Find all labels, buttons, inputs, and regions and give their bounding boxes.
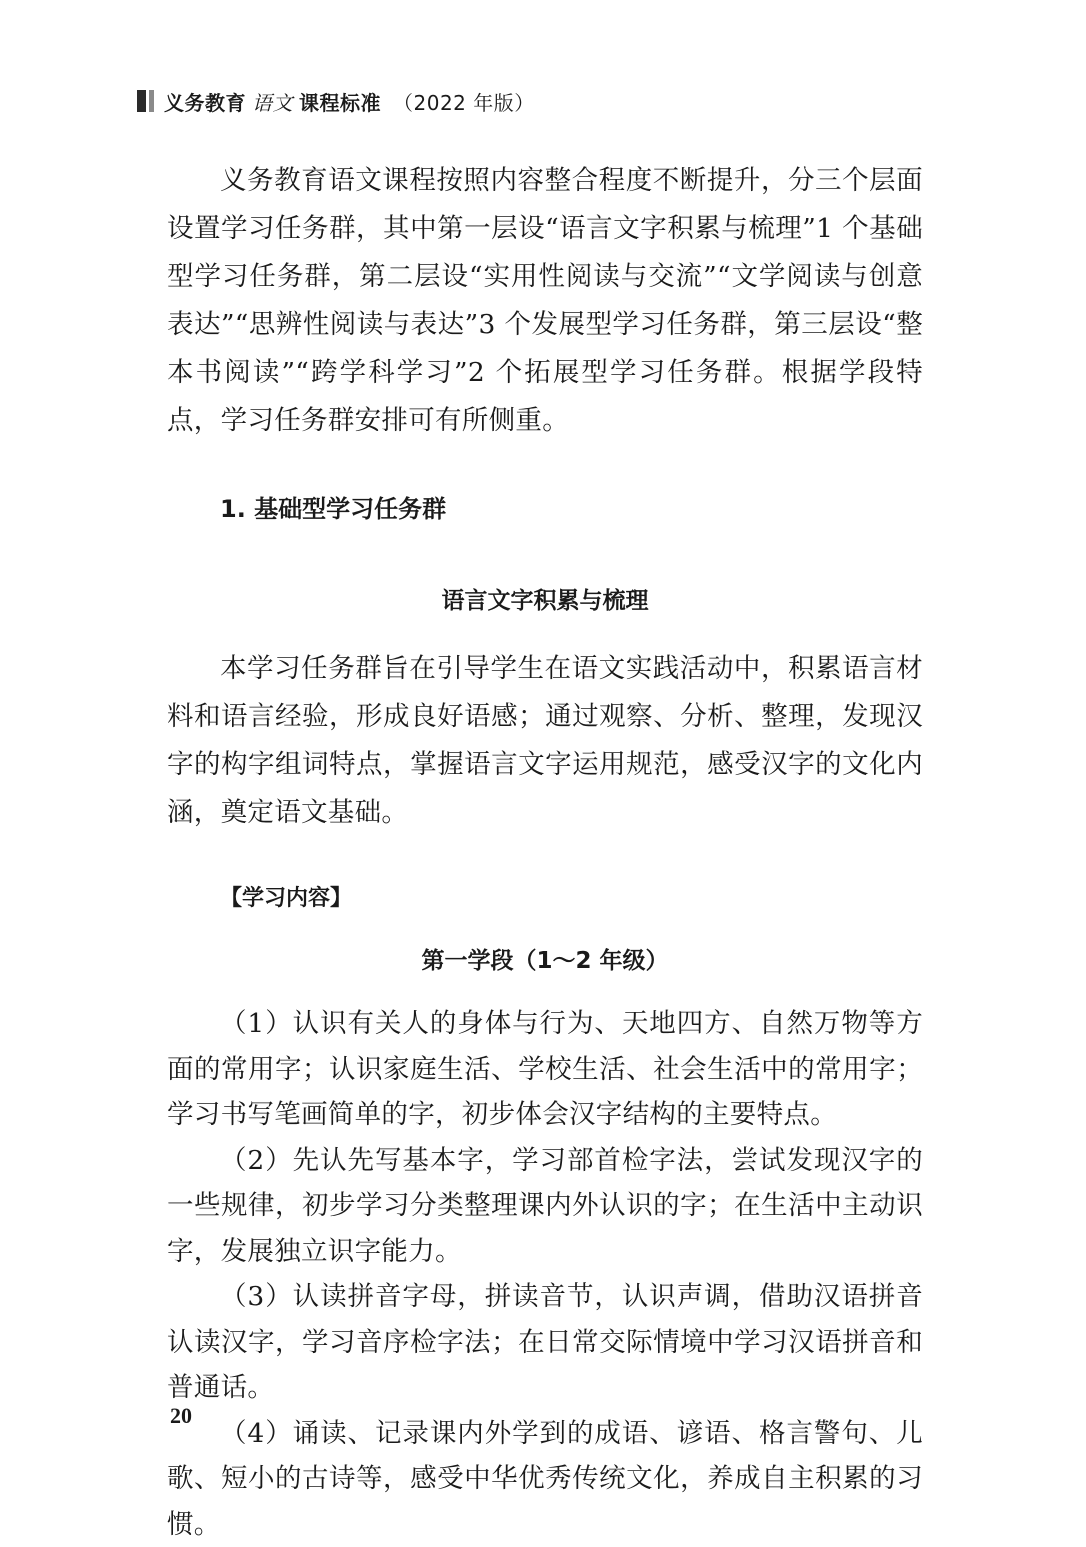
running-header <box>137 86 541 116</box>
header-edition: （2022 年版） <box>393 91 535 115</box>
list-item: （4）诵读、记录课内外学到的成语、谚语、格言警句、儿歌、短小的古诗等，感受中华优秀传统文化，养成自主积累的习惯。 <box>167 1411 923 1547</box>
page-number: 20 <box>170 1403 192 1429</box>
list-item: （3）认读拼音字母，拼读音节，认识声调，借助汉语拼音认读汉字，学习音序检字法；在日常交际情境中学习汉语拼音和普通话。 <box>167 1274 923 1411</box>
header-part2: 语文 <box>252 91 293 115</box>
subsection-title: 语言文字积累与梳理 <box>167 581 923 621</box>
stage-title: 第一学段（1～2 年级） <box>167 941 923 981</box>
header-bar-marks <box>137 90 154 112</box>
header-bar-light <box>149 90 154 112</box>
subsection-paragraph: 本学习任务群旨在引导学生在语文实践活动中，积累语言材料和语言经验，形成良好语感；通过观察、分析、整理，发现汉字的构字组词特点，掌握语言文字运用规范，感受汉字的文化内涵，奠定语文基础。 <box>167 645 923 837</box>
intro-paragraph: 义务教育语文课程按照内容整合程度不断提升，分三个层面设置学习任务群，其中第一层设“语言文字积累与梳理”1 个基础型学习任务群，第二层设“实用性阅读与交流”“文学阅读与创意表达”“思辨性阅读与表达”3 个发展型学习任务群，第三层设“整本书阅读”“跨学科学习”2 个拓展型学习任务群。根据学段特点，学习任务群安排可有所侧重。 <box>167 157 923 445</box>
list-item: （2）先认先写基本字，学习部首检字法，尝试发现汉字的一些规律，初步学习分类整理课内外认识的字；在生活中主动识字，发展独立识字能力。 <box>167 1138 923 1275</box>
list-item: （1）认识有关人的身体与行为、天地四方、自然万物等方面的常用字；认识家庭生活、学校生活、社会生活中的常用字；学习书写笔画简单的字，初步体会汉字结构的主要特点。 <box>167 1001 923 1138</box>
page-body <box>167 157 923 1547</box>
content-items-list <box>167 1001 923 1547</box>
header-title <box>164 87 541 116</box>
header-part1: 义务教育 <box>164 91 246 115</box>
content-label: 【学习内容】 <box>220 881 923 917</box>
section-heading: 1. 基础型学习任务群 <box>220 489 923 529</box>
header-bar-dark <box>137 90 146 112</box>
header-part3: 课程标准 <box>299 91 381 115</box>
